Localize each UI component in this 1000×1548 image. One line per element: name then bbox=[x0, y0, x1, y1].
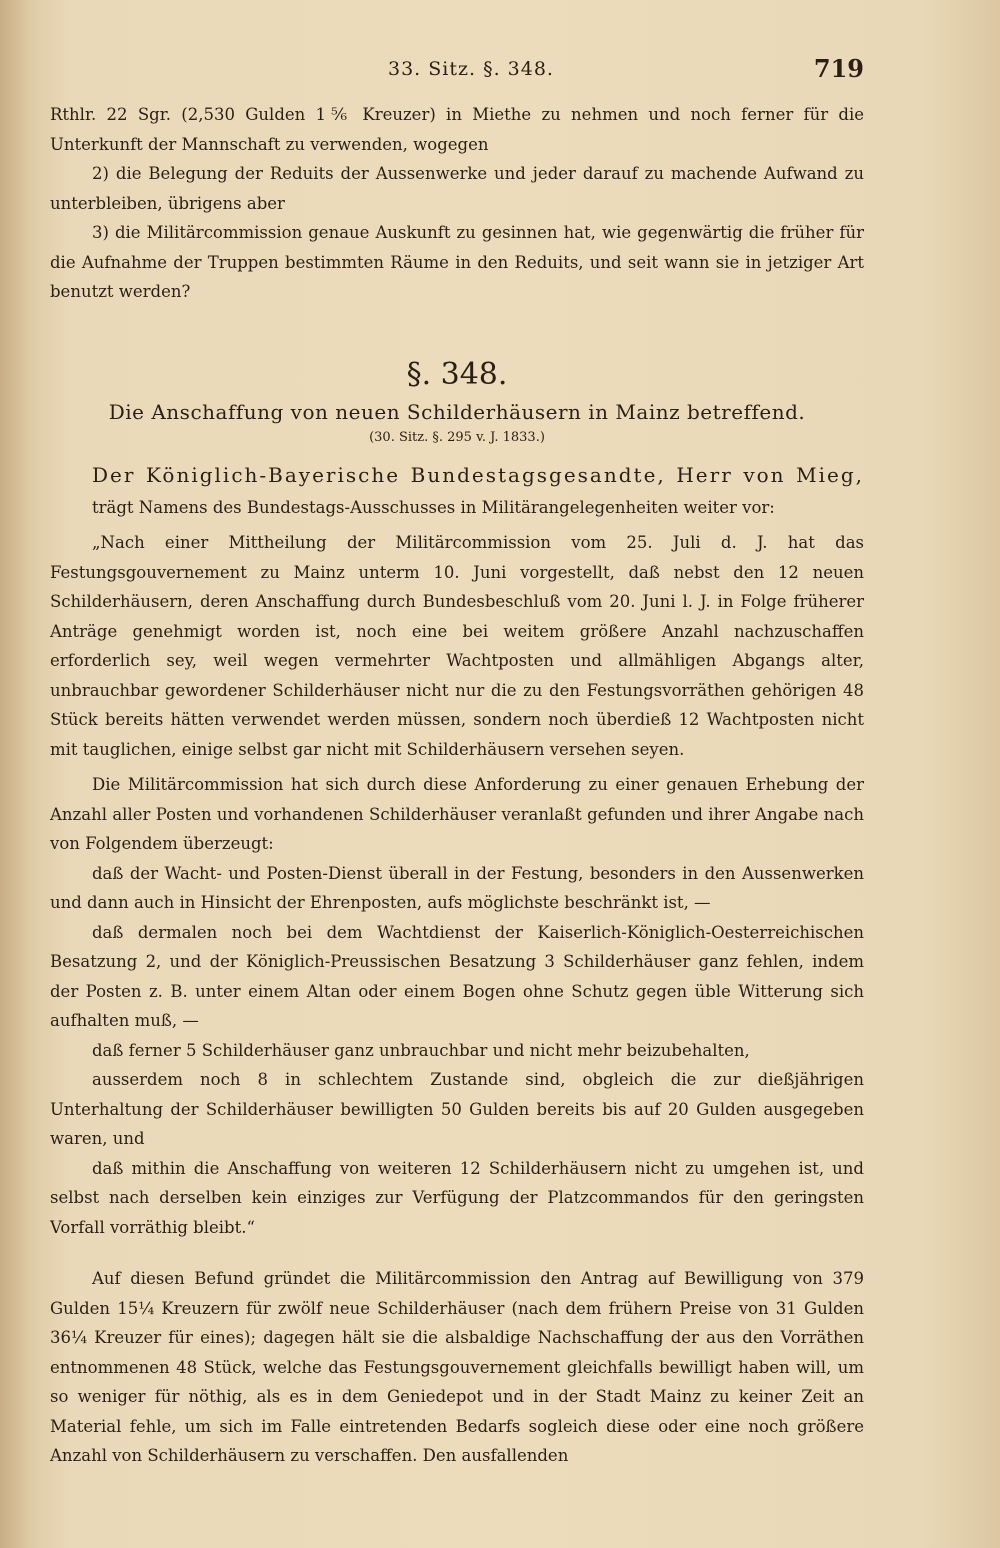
body-paragraph-6: ausserdem noch 8 in schlechtem Zustande sind, obgleich die zur dießjährigen Unterhaltung der Schilderhäuser bewilligten 50 Gulden bereits bis auf 20 Gulden ausgegeben waren, und bbox=[50, 1070, 864, 1148]
intro-paragraph-2: 2) die Belegung der Reduits der Aussenwerke und jeder darauf zu machende Aufwand zu unterbleiben, übrigens aber bbox=[50, 164, 864, 213]
running-head: 33. Sitz. §. 348. bbox=[388, 58, 554, 80]
body-paragraph-5: daß ferner 5 Schilderhäuser ganz unbrauchbar und nicht mehr beizubehalten, bbox=[92, 1040, 750, 1060]
section-title: Die Anschaffung von neuen Schilderhäusern in Mainz betreffend. bbox=[108, 399, 806, 424]
page-body bbox=[50, 100, 864, 1471]
body-paragraph-7: daß mithin die Anschaffung von weiteren 12 Schilderhäusern nicht zu umgehen ist, und selbst nach derselben kein einziges zur Verfügung der Platzcommandos für den geringsten Vorfall vorräthig bleibt.“ bbox=[50, 1158, 864, 1237]
body-paragraph-3: daß der Wacht- und Posten-Dienst überall in der Festung, besonders in den Aussenwerken und dann auch in Hinsicht der Ehrenposten, aufs möglichste beschränkt ist, — bbox=[50, 863, 864, 912]
body-paragraph-2: Die Militärcommission hat sich durch diese Anforderung zu einer genauen Erhebung der Anzahl aller Posten und vorhandenen Schilderhäuser veranlaßt gefunden und ihrer Angabe nach von Folgendem überzeugt: bbox=[50, 775, 864, 853]
intro-paragraph-1: Rthlr. 22 Sgr. (2,530 Gulden 1⅚ Kreuzer) in Miethe zu nehmen und noch ferner für die Unterkunft der Mannschaft zu verwenden, wogegen bbox=[50, 105, 864, 154]
section-reference: (30. Sitz. §. 295 v. J. 1833.) bbox=[369, 429, 545, 445]
section-number: §. 348. bbox=[406, 356, 508, 392]
speaker-line: Der Königlich-Bayerische Bundestagsgesandte, Herr von Mieg, bbox=[92, 462, 864, 487]
intro-paragraph-3: 3) die Militärcommission genaue Auskunft zu gesinnen hat, wie gegenwärtig die früher für die Aufnahme der Truppen bestimmten Räume in den Reduits, und seit wann sie in jetziger Art benutzt werden? bbox=[50, 223, 864, 301]
body-paragraph-4: daß dermalen noch bei dem Wachtdienst der Kaiserlich-Königlich-Oesterreichischen Besatzung 2, und der Königlich-Preussischen Besatzung 3 Schilderhäuser ganz fehlen, indem der Posten z. B. unter einem Altan oder einem Bogen ohne Schutz gegen üble Witterung sich aufhalten muß, — bbox=[50, 922, 864, 1030]
page-number: 719 bbox=[813, 54, 864, 83]
body-paragraph-8: Auf diesen Befund gründet die Militärcommission den Antrag auf Bewilligung von 379 Gulden 15¼ Kreuzern für zwölf neue Schilderhäuser (nach dem frühern Preise von 31 Gulden 36¼ Kreuzer für eines); dagegen hält sie die alsbaldige Nachschaffung der aus den Vorräthen entnommenen 48 Stück, welche das Festungsgouvernement gleichfalls bewilligt haben will, um so weniger für nöthig, als es in dem Geniedepot und in der Stadt Mainz zu keiner Zeit an Material fehle, um sich im Falle eintretenden Bedarfs sogleich diese oder eine noch größere Anzahl von Schilderhäusern zu verschaffen. Den ausfallenden bbox=[50, 1269, 864, 1465]
page-header bbox=[0, 54, 1000, 88]
speaker-continuation: trägt Namens des Bundestags-Ausschusses in Militärangelegenheiten weiter vor: bbox=[92, 497, 775, 517]
body-paragraph-1: „Nach einer Mittheilung der Militärcommission vom 25. Juli d. J. hat das Festungsgouvernement zu Mainz unterm 10. Juni vorgestellt, daß nebst den 12 neuen Schilderhäusern, deren Anschaffung durch Bundesbeschluß vom 20. Juni l. J. in Folge früherer Anträge genehmigt worden ist, noch eine bei weitem größere Anzahl nachzuschaffen erforderlich sey, weil wegen vermehrter Wachtposten und allmähligen Abgangs alter, unbrauchbar gewordener Schilderhäuser nicht nur die zu den Festungsvorräthen gehörigen 48 Stück bereits hätten verwendet werden müssen, sondern noch überdieß 12 Wachtposten nicht mit tauglichen, einige selbst gar nicht mit Schilderhäusern versehen seyen. bbox=[50, 533, 864, 759]
